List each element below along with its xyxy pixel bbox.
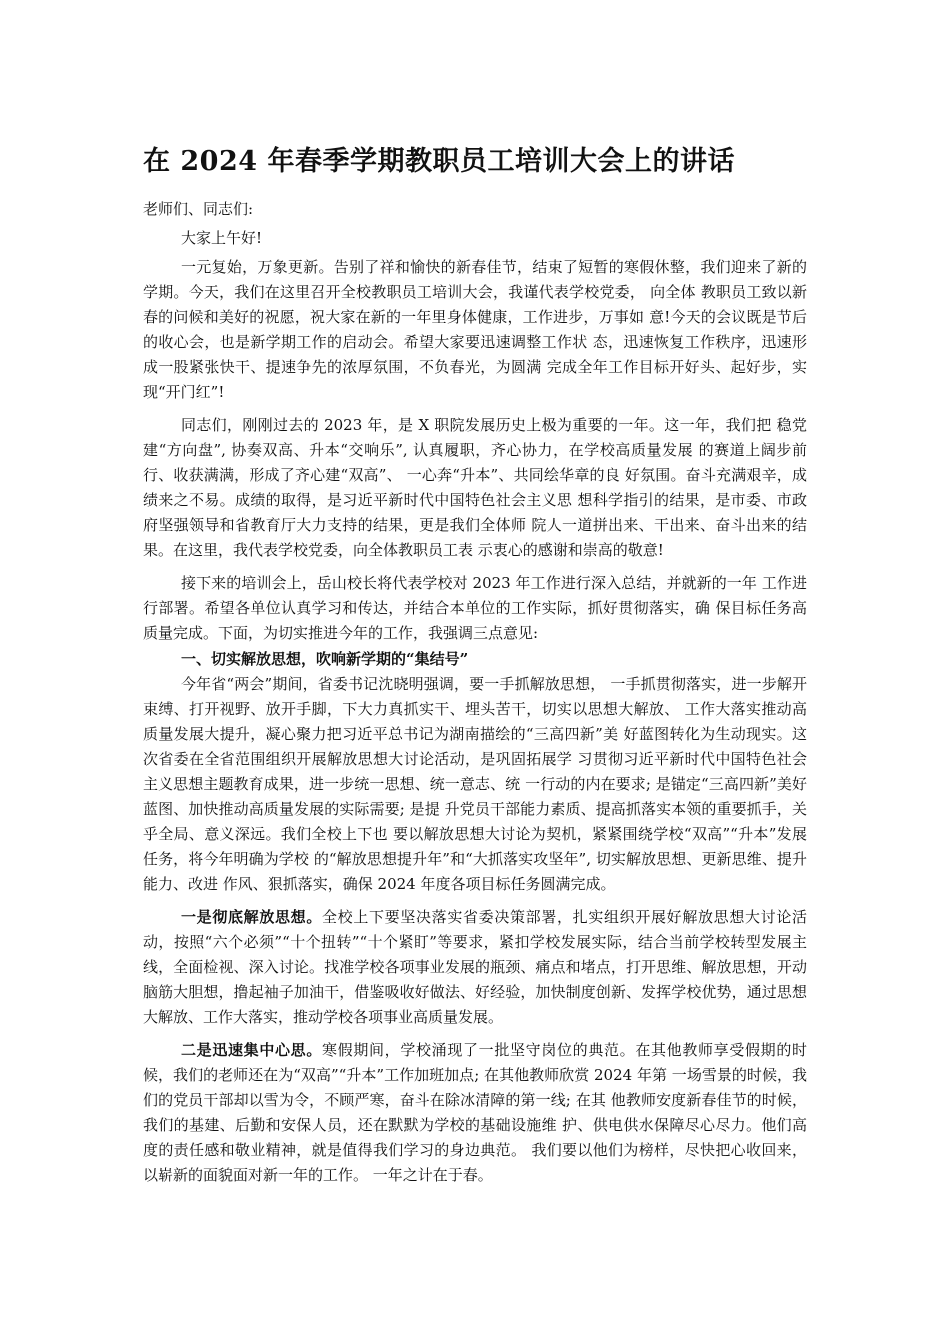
paragraph-point-1 xyxy=(143,905,807,1030)
point-1-text: 全校上下要坚决落实省委决策部署，扎实组织开展好解放思想大讨论活动，按照“六个必须”“十个扭转”“十个紧盯”等要求，紧扣学校发展实际，结合当前学校转型发展主线，全面检视、深入讨论。找准学校各项事业发展的瓶颈、痛点和堵点，打开思维、解放思想，开动脑筋大胆想，撸起袖子加油干，借鉴吸收好做法、好经验，加快制度创新、发挥学校优势，通过思想大解放、工作大落实，推动学校各项事业高质量发展。 xyxy=(143,908,807,1026)
paragraph-opening: 一元复始，万象更新。告别了祥和愉快的新春佳节，结束了短暂的寒假休整，我们迎来了新的学期。今天，我们在这里召开全校教职员工培训大会，我谨代表学校党委， 向全体 教职员工致以新春的问候和美好的祝愿，祝大家在新的一年里身体健康，工作进步，万事如 意!今天的会议既是节后的收心会，也是新学期工作的启动会。希望大家要迅速调整工作状 态，迅速恢复工作秩序，迅速形成一股紧张快干、提速争先的浓厚氛围，不负春光，为圆满 完成全年工作目标开好头、起好步，实现“开门红”! xyxy=(143,258,807,401)
section-heading-1: 一、切实解放思想，吹响新学期的“集结号” xyxy=(181,650,469,668)
paragraph-section1-intro: 今年省“两会”期间，省委书记沈晓明强调，要一手抓解放思想， 一手抓贯彻落实，进一步解开束缚、打开视野、放开手脚，下大力真抓实干、埋头苦干，切实以思想大解放、 工作大落实推动高质量发展大提升，凝心聚力把习近平总书记为湖南描绘的“三高四新”美 好蓝图转化为生动现实。这次省委在全省范围组织开展解放思想大讨论活动，是巩固拓展学 习贯彻习近平新时代中国特色社会主义思想主题教育成果，进一步统一思想、统一意志、统 一行动的内在要求; 是锚定“三高四新”美好蓝图、加快推动高质量发展的实际需要; 是提 升党员干部能力素质、提高抓落实本领的重要抓手，关乎全局、意义深远。我们全校上下也 要以解放思想大讨论为契机，紧紧围绕学校“双高”“升本”发展任务，将今年明确为学校 的“解放思想提升年”和“大抓落实攻坚年”, 切实解放思想、更新思维、提升能力、改进 作风、狠抓落实，确保 2024 年度各项目标任务圆满完成。 xyxy=(143,675,807,893)
salutation: 老师们、同志们: xyxy=(143,200,254,218)
page-title: 在 2024 年春季学期教职员工培训大会上的讲话 xyxy=(143,146,735,177)
point-1-lead: 一是彻底解放思想。 xyxy=(181,908,322,926)
document-body xyxy=(143,142,807,1196)
point-2-lead: 二是迅速集中心思。 xyxy=(181,1041,322,1059)
paragraph-transition: 接下来的培训会上，岳山校长将代表学校对 2023 年工作进行深入总结，并就新的一年 工作进行部署。希望各单位认真学习和传达，并结合本单位的工作实际，抓好贯彻落实，确 保目标任务高质量完成。下面，为切实推进今年的工作，我强调三点意见: xyxy=(143,574,807,642)
paragraph-point-2 xyxy=(143,1038,807,1188)
greeting: 大家上午好! xyxy=(181,229,263,247)
paragraph-review-2023: 同志们，刚刚过去的 2023 年，是 X 职院发展历史上极为重要的一年。这一年，我们把 稳党建“方向盘”, 协奏双高、升本“交响乐”, 认真履职，齐心协力，在学校高质量发展 的赛道上阔步前行、收获满满，形成了齐心建“双高”、 一心奔“升本”、共同绘华章的良 好氛围。奋斗充满艰辛，成绩来之不易。成绩的取得，是习近平新时代中国特色社会主义思 想科学指引的结果，是市委、市政府坚强领导和省教育厅大力支持的结果，更是我们全体师 院人一道拼出来、干出来、奋斗出来的结果。在这里，我代表学校党委，向全体教职员工表 示衷心的感谢和崇高的敬意! xyxy=(143,416,807,559)
point-2-text: 寒假期间，学校涌现了一批坚守岗位的典范。在其他教师享受假期的时候，我们的老师还在为“双高”“升本”工作加班加点; 在其他教师欣赏 2024 年第 一场雪景的时候，我们的党员干部却以雪为令，不顾严寒，奋斗在除冰清障的第一线; 在其 他教师安度新春佳节的时候，我们的基建、后勤和安保人员，还在默默为学校的基础设施维 护、供电供水保障尽心尽力。他们高度的责任感和敬业精神，就是值得我们学习的身边典范。 我们要以他们为榜样，尽快把心收回来，以崭新的面貌面对新一年的工作。 一年之计在于春。 xyxy=(143,1041,807,1184)
